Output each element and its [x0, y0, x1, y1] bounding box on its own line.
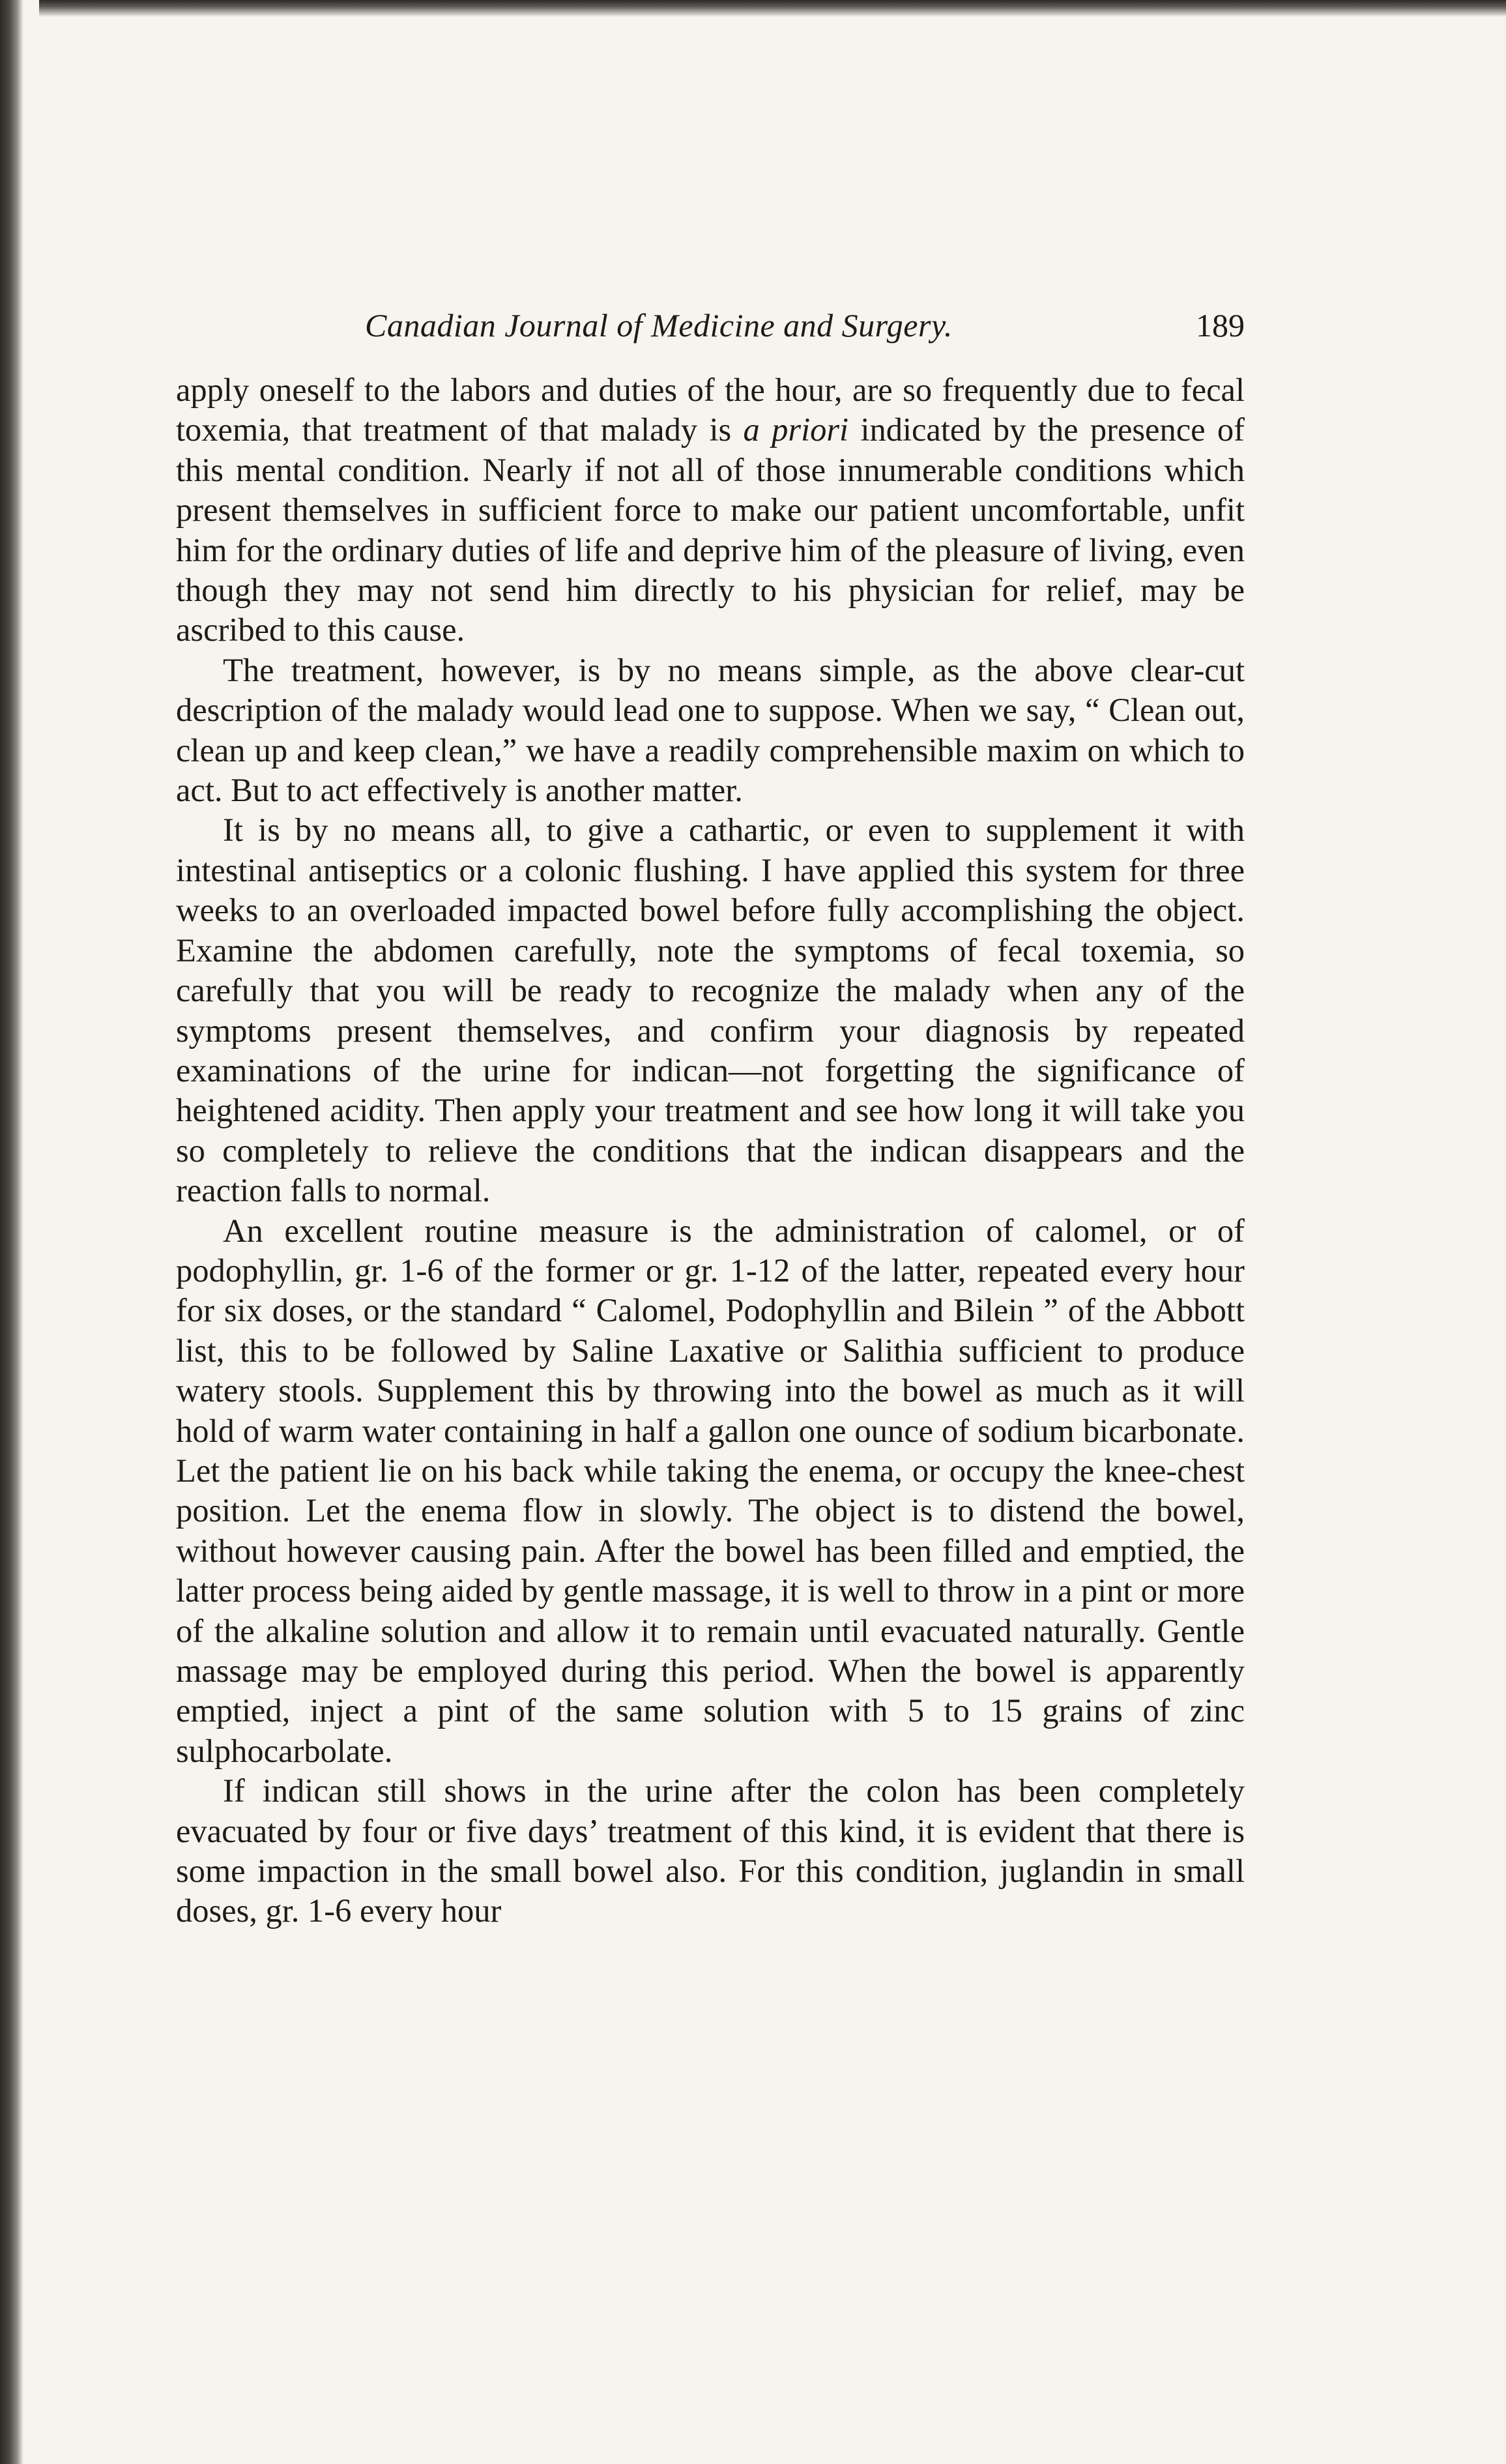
page-number: 189: [1196, 307, 1245, 344]
running-head: [176, 306, 1245, 352]
paragraph-4: An excellent routine measure is the administration of calomel, or of podophyllin, gr. 1-6 of the former or gr. 1-12 of the latter, repeated every hour for six doses, or the standard “ Calomel, Podophyllin and Bilein ” of the Abbott list, this to be followed by Saline Laxative or Salithia sufficient to produce watery stools. Supplement this by throwing into the bowel as much as it will hold of warm water containing in half a gallon one ounce of sodium bicarbonate. Let the patient lie on his back while taking the enema, or occupy the knee-chest position. Let the enema flow in slowly. The object is to distend the bowel, without however causing pain. After the bowel has been filled and emptied, the latter process being aided by gentle massage, it is well to throw in a pint or more of the alkaline solution and allow it to remain until evacuated naturally. Gentle massage may be employed during this period. When the bowel is apparently emptied, inject a pint of the same solution with 5 to 15 grains of zinc sulphocarbolate.: [176, 1212, 1245, 1769]
scan-left-edge: [0, 0, 23, 2464]
page-content: [176, 306, 1245, 1931]
journal-title: Canadian Journal of Medicine and Surgery.: [365, 307, 953, 344]
paragraph-5: If indican still shows in the urine after the colon has been completely evacuated by four or five days’ treatment of this kind, it is evident that there is some impaction in the small bowel also. For this condition, juglandin in small doses, gr. 1-6 every hour: [176, 1772, 1245, 1929]
paragraph-1-text-start: apply oneself to the labors and duties of the hour, are so frequently due to fecal toxemia, that treatment of that malady is: [176, 372, 1245, 448]
italic-a-priori: a priori: [743, 411, 849, 448]
paragraph-2: The treatment, however, is by no means simple, as the above clear-cut description of the malady would lead one to suppose. When we say, “ Clean out, clean up and keep clean,” we have a readily comprehensible maxim on which to act. But to act effectively is another matter.: [176, 651, 1245, 809]
paragraph-3: It is by no means all, to give a cathartic, or even to supplement it with intestinal antiseptics or a colonic flushing. I have applied this system for three weeks to an overloaded impacted bowel before fully accomplishing the object. Examine the abdomen carefully, note the symptoms of fecal toxemia, so carefully that you will be ready to recognize the malady when any of the symptoms present themselves, and confirm your diagnosis by repeated examinations of the urine for indican—not forgetting the significance of heightened acidity. Then apply your treatment and see how long it will take you so completely to relieve the conditions that the indican disappears and the reaction falls to normal.: [176, 812, 1245, 1209]
paragraph-1: [176, 370, 1245, 651]
scan-top-edge: [39, 0, 1506, 17]
paragraph-1-text-end: indicated by the presence of this mental condition. Nearly if not all of those innumerable conditions which present themselves in sufficient force to make our patient uncomfortable, unfit him for the ordinary duties of life and deprive him of the pleasure of living, even though they may not send him directly to his physician for relief, may be ascribed to this cause.: [176, 411, 1245, 649]
